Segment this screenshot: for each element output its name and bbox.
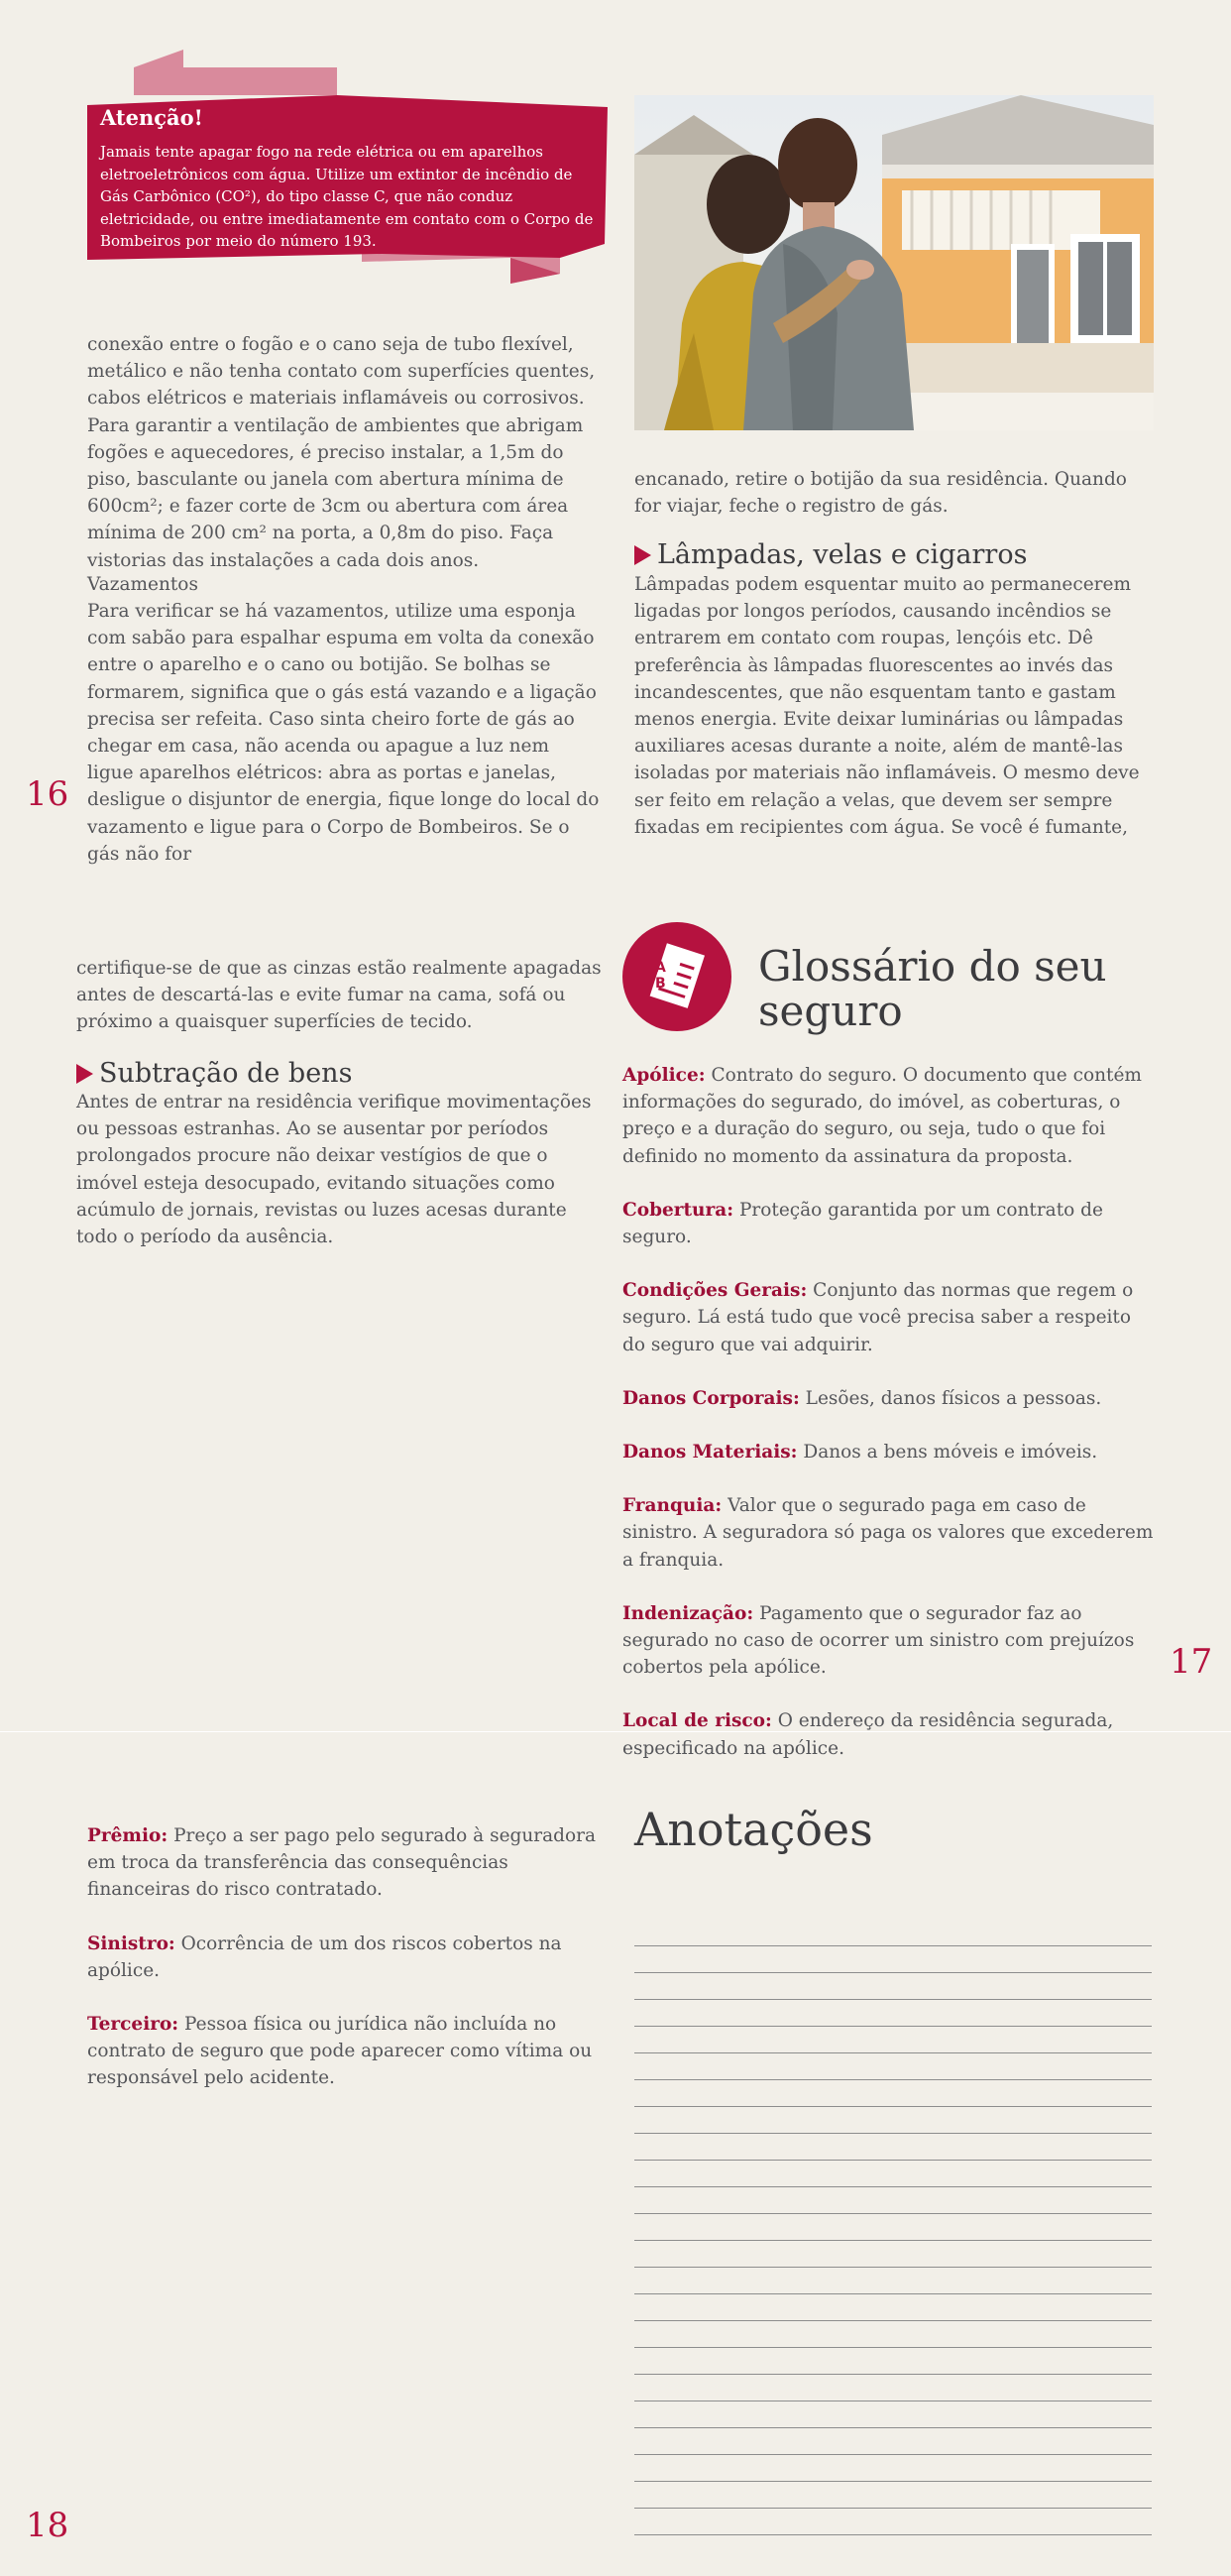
glossary-term: Indenização: [622,1602,754,1624]
leaks-heading: Vazamentos [87,574,198,595]
note-line [634,2052,1152,2053]
note-line [634,2427,1152,2428]
glossary-item [87,1822,603,1904]
note-line [634,2481,1152,2482]
glossary-term: Terceiro: [87,2014,179,2036]
glossary-definition: Contrato do seguro. O documento que contém informações do segurado, do imóvel, as coberturas, o preço e a duração do seguro, ou seja, tudo o que foi definido no momento da assinatura da proposta. [622,1065,1142,1167]
note-line [634,2347,1152,2348]
glossary-term: Prêmio: [87,1825,168,1846]
glossary-term: Franquia: [622,1495,723,1517]
theft-heading [76,1060,352,1087]
leaks-paragraph: Para verificar se há vazamentos, utilize uma esponja com sabão para espalhar espuma em volta da conexão entre o aparelho e o cano ou botijão. Se bolhas se formarem, significa que o gás está vazando e a ligação precisa ser refeita. Caso sinta cheiro forte de gás ao chegar em casa, não acenda ou apague a luz nem ligue aparelhos elétricos: abra as portas e janelas, desligue o disjuntor de energia, fique longe do local do vazamento e ligue para o Corpo de Bombeiros. Se o gás não for [87,601,600,865]
note-line [634,2454,1152,2455]
note-line [634,2293,1152,2294]
glossary-definition: Preço a ser pago pelo segurado à seguradora em troca da transferência das consequências financeiras do risco contratado. [87,1825,597,1901]
note-line [634,2374,1152,2375]
triangle-bullet-icon [634,545,651,565]
glossary-definition: Conjunto das normas que regem o seguro. Lá está tudo que você precisa saber a respeito do seguro que vai adquirir. [622,1280,1134,1355]
glossary-icon-letters: A B [655,960,666,992]
glossary-item [622,1707,1158,1761]
glossary-item [87,1931,603,1984]
note-line [634,2534,1152,2535]
note-line [634,2240,1152,2241]
glossary-list-continued [87,1822,603,2119]
notes-title: Anotações [634,1803,873,1856]
glossary-definition: O endereço da residência segurada, especificado na apólice. [622,1710,1114,1759]
glossary-item [622,1600,1158,1682]
gas-installation-paragraph: conexão entre o fogão e o cano seja de tubo flexível, metálico e não tenha contato com superfícies quentes, cabos elétricos e materiais inflamáveis ou corrosivos. Para garantir a ventilação de ambientes que abrigam fogões e aquecedores, é preciso instalar, a 1,5m do piso, basculante ou janela com abertura mínima de 600cm²; e fazer corte de 3cm ou abertura com área mínima de 200 cm² na porta, a 0,8m do piso. Faça vistorias das instalações a cada dois anos. [87,334,596,571]
triangle-bullet-icon [76,1064,93,1084]
theft-paragraph: Antes de entrar na residência verifique movimentações ou pessoas estranhas. Ao se ausentar por períodos prolongados procure não deixar vestígios de que o imóvel esteja desocupado, evitando situações como acúmulo de jornais, revistas ou luzes acesas durante todo o período da ausência. [76,1092,592,1248]
note-line [634,2106,1152,2107]
note-line [634,2186,1152,2187]
alert-text: Jamais tente apagar fogo na rede elétrica ou em aparelhos eletroeletrônicos com água. Utilize um extintor de incêndio de Gás Carbônico (CO²), do tipo classe C, que não conduz eletricidade, ou entre imediatamente em contato com o Corpo de Bombeiros por meio do número 193. [100,143,594,250]
note-line [634,2079,1152,2080]
glossary-item [622,1277,1158,1358]
page-divider [0,1731,1231,1732]
glossary-term: Local de risco: [622,1710,772,1732]
theft-heading-label: Subtração de bens [99,1058,353,1089]
glossary-definition: Valor que o segurado paga em caso de sinistro. A seguradora só paga os valores que excederem a franquia. [622,1495,1154,1571]
note-line [634,2508,1152,2509]
note-line [634,2160,1152,2161]
lamps-heading [634,541,1027,568]
glossary-item [622,1062,1158,1170]
glossary-icon [622,922,731,1031]
note-line [634,2400,1152,2401]
note-line [634,2213,1152,2214]
page-number-18: 18 [26,2506,69,2545]
glossary-title-line-2: seguro [758,987,903,1035]
couple-house-photo [634,95,1154,430]
alert-title: Atenção! [100,105,203,130]
photo-illustration [634,95,1154,430]
glossary-term: Condições Gerais: [622,1280,808,1302]
lamps-paragraph: Lâmpadas podem esquentar muito ao permanecerem ligadas por longos períodos, causando incêndios se entrarem em contato com roupas, lençóis etc. Dê preferência às lâmpadas fluorescentes ao invés das incandescentes, que não esquentam tanto e gastam menos energia. Evite deixar luminárias ou lâmpadas auxiliares acesas durante a noite, além de mantê-las isoladas por materiais não inflamáveis. O mesmo deve ser feito em relação a velas, que devem ser sempre fixadas em recipientes com água. Se você é fumante, [634,574,1140,838]
glossary-definition: Danos a bens móveis e imóveis. [797,1442,1098,1464]
lamps-heading-label: Lâmpadas, velas e cigarros [657,539,1028,570]
note-line [634,2320,1152,2321]
glossary-term: Apólice: [622,1065,706,1086]
note-line [634,1999,1152,2000]
glossary-item [622,1197,1158,1250]
glossary-title-line-1: Glossário do seu [758,942,1107,991]
glossary-title [758,944,1107,1033]
glossary-term: Danos Corporais: [622,1387,800,1409]
glossary-item [622,1439,1158,1465]
glossary-list [622,1062,1158,1789]
glossary-item [87,2011,603,2092]
glossary-item [622,1492,1158,1574]
note-line [634,2026,1152,2027]
note-line [634,1945,1152,1946]
glossary-definition: Pagamento que o segurador faz ao segurado no caso de ocorrer um sinistro com prejuízos cobertos pela apólice. [622,1602,1135,1679]
glossary-definition: Proteção garantida por um contrato de seguro. [622,1199,1103,1248]
document-ab-icon [622,922,731,1031]
page-number-17: 17 [1170,1642,1213,1682]
glossary-term: Cobertura: [622,1199,734,1221]
glossary-term: Danos Materiais: [622,1442,798,1464]
glossary-definition: Lesões, danos físicos a pessoas. [799,1387,1102,1409]
glossary-definition: Ocorrência de um dos riscos cobertos na apólice. [87,1932,562,1981]
glossary-term: Sinistro: [87,1932,175,1954]
page-number-16: 16 [26,774,69,814]
note-line [634,2267,1152,2268]
glossary-item [622,1385,1158,1412]
note-line [634,1972,1152,1973]
gas-travel-paragraph: encanado, retire o botijão da sua residência. Quando for viajar, feche o registro de gás. [634,469,1127,518]
ashes-paragraph: certifique-se de que as cinzas estão realmente apagadas antes de descartá-las e evite fumar na cama, sofá ou próximo a quaisquer superfícies de tecido. [76,958,602,1033]
alert-ribbon [84,48,610,286]
glossary-definition: Pessoa física ou jurídica não incluída no contrato de seguro que pode aparecer como vítima ou responsável pelo acidente. [87,2014,593,2089]
note-line [634,2133,1152,2134]
